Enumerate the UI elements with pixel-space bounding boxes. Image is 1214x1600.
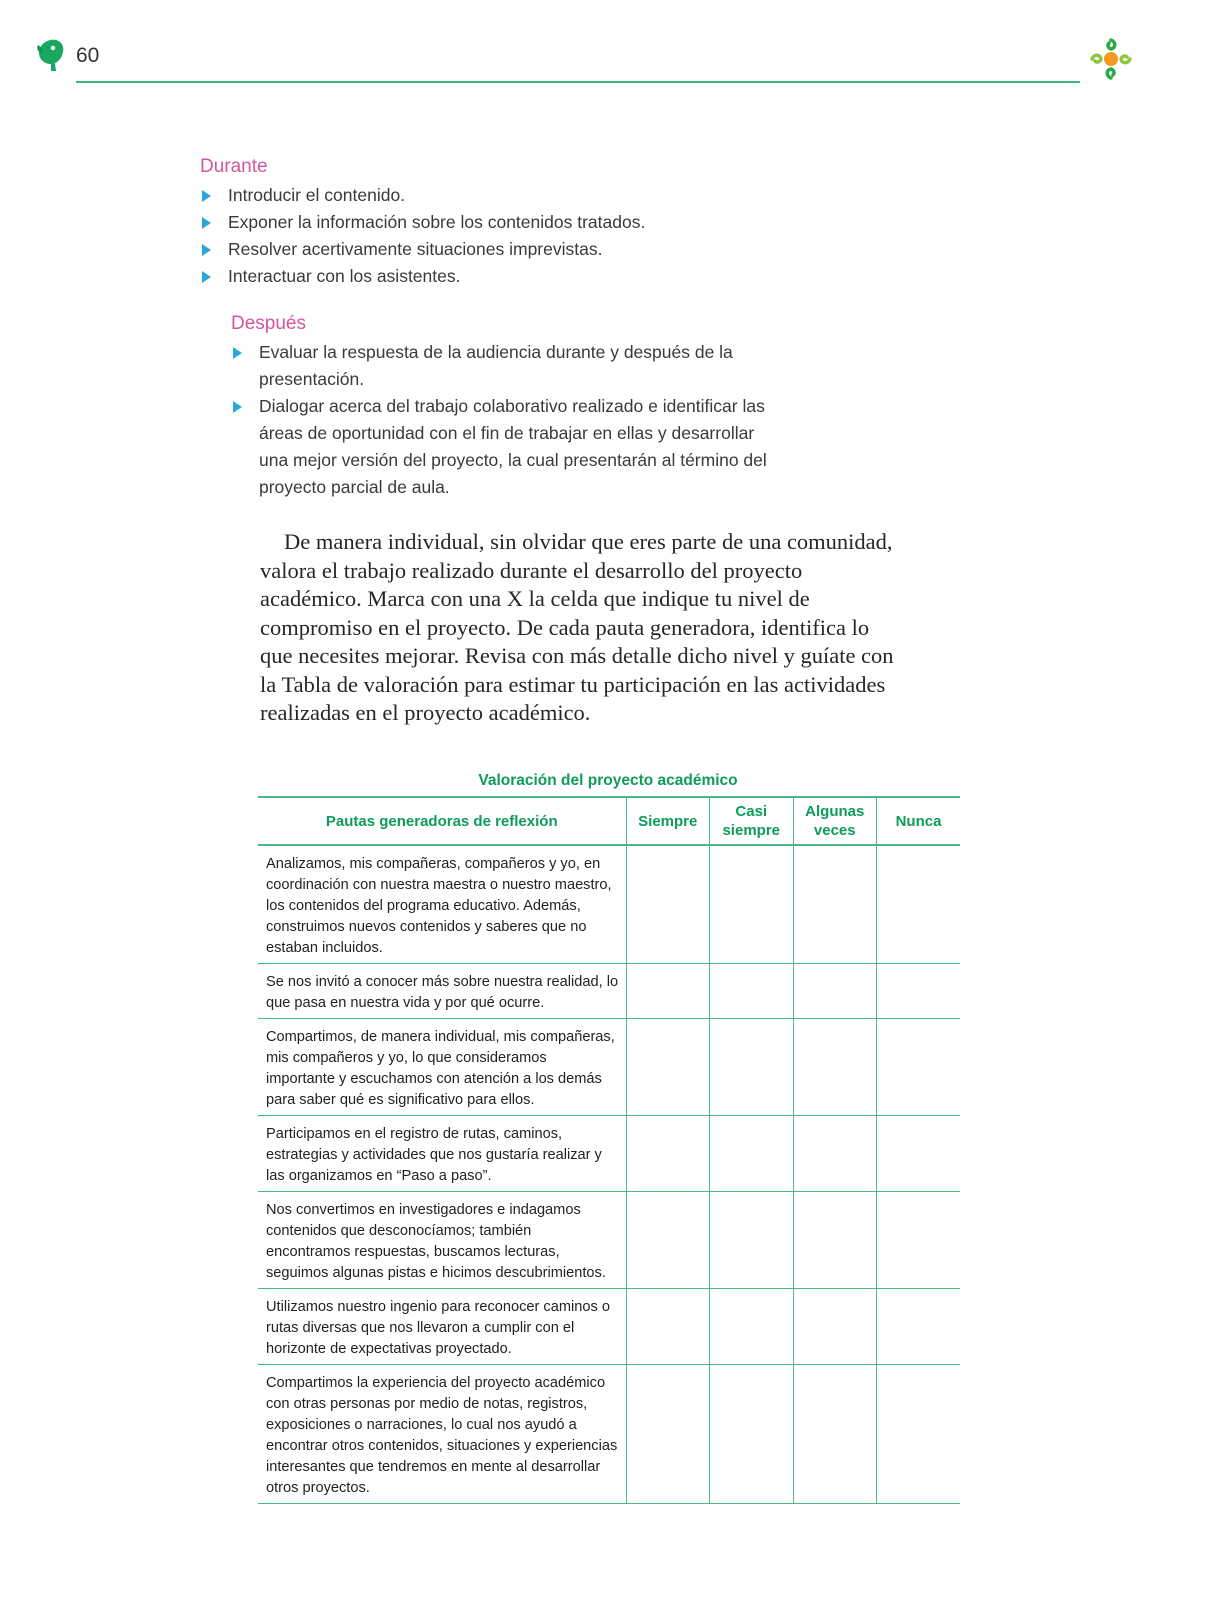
- list-item: Interactuar con los asistentes.: [200, 263, 820, 290]
- casi-siempre-cell[interactable]: [710, 964, 794, 1019]
- casi-siempre-cell[interactable]: [710, 1365, 794, 1504]
- despues-list: [231, 339, 786, 501]
- pauta-text: Se nos invitó a conocer más sobre nuestra realidad, lo que pasa en nuestra vida y por qué ocurre.: [258, 964, 626, 1019]
- siempre-cell[interactable]: [626, 845, 710, 964]
- header-siempre: Siempre: [626, 797, 710, 845]
- algunas-veces-cell[interactable]: [793, 1365, 877, 1504]
- list-item: Evaluar la respuesta de la audiencia durante y después de la presentación.: [231, 339, 786, 393]
- siempre-cell[interactable]: [626, 1192, 710, 1289]
- list-item: Resolver acertivamente situaciones imprevistas.: [200, 236, 820, 263]
- bullet-arrow-icon: [202, 190, 211, 202]
- casi-siempre-cell[interactable]: [710, 845, 794, 964]
- algunas-veces-cell[interactable]: [793, 1192, 877, 1289]
- table-header-row: [258, 797, 960, 845]
- flower-logo-icon: [1086, 34, 1136, 84]
- despues-section: [231, 313, 786, 501]
- algunas-veces-cell[interactable]: [793, 964, 877, 1019]
- bullet-arrow-icon: [233, 347, 242, 359]
- despues-heading: Después: [231, 313, 306, 334]
- siempre-cell[interactable]: [626, 1365, 710, 1504]
- list-item: Dialogar acerca del trabajo colaborativo realizado e identificar las áreas de oportunidad con el fin de trabajar en ellas y desarrollar una mejor versión del proyecto, la cual presentarán al término del proyecto parcial de aula.: [231, 393, 786, 501]
- pauta-text: Nos convertimos en investigadores e indagamos contenidos que desconocíamos; también encontramos respuestas, buscamos lecturas, seguimos algunas pistas e hicimos descubrimientos.: [258, 1192, 626, 1289]
- durante-heading: Durante: [200, 156, 268, 177]
- table-title: Valoración del proyecto académico: [478, 772, 738, 789]
- algunas-veces-cell[interactable]: [793, 1019, 877, 1116]
- table-row: [258, 1289, 960, 1365]
- algunas-veces-cell[interactable]: [793, 845, 877, 964]
- bullet-arrow-icon: [233, 401, 242, 413]
- table-row: [258, 845, 960, 964]
- pauta-text: Participamos en el registro de rutas, caminos, estrategias y actividades que nos gustaría realizar y las organizamos en “Paso a paso”.: [258, 1116, 626, 1192]
- page-number: 60: [76, 44, 100, 67]
- casi-siempre-cell[interactable]: [710, 1116, 794, 1192]
- siempre-cell[interactable]: [626, 1116, 710, 1192]
- casi-siempre-cell[interactable]: [710, 1019, 794, 1116]
- durante-list: [200, 182, 820, 290]
- header-rule: [76, 81, 1080, 83]
- instruction-paragraph: De manera individual, sin olvidar que eres parte de una comunidad, valora el trabajo realizado durante el desarrollo del proyecto académico. Marca con una X la celda que indique tu nivel de compromiso en el proyecto. De cada pauta generadora, identifica lo que necesites mejorar. Revisa con más detalle dicho nivel y guíate con la Tabla de valoración para estimar tu participación en las actividades realizadas en el proyecto académico.: [260, 529, 894, 725]
- header-nunca: Nunca: [877, 797, 961, 845]
- table-row: [258, 1019, 960, 1116]
- durante-section: [200, 156, 820, 290]
- nunca-cell[interactable]: [877, 1019, 961, 1116]
- table-row: [258, 1365, 960, 1504]
- pauta-text: Analizamos, mis compañeras, compañeros y yo, en coordinación con nuestra maestra o nuestro maestro, los contenidos del programa educativo. Además, construimos nuevos contenidos y saberes que no estaban incluidos.: [258, 845, 626, 964]
- siempre-cell[interactable]: [626, 1289, 710, 1365]
- siempre-cell[interactable]: [626, 964, 710, 1019]
- algunas-veces-cell[interactable]: [793, 1289, 877, 1365]
- list-item: Exponer la información sobre los contenidos tratados.: [200, 209, 820, 236]
- leaf-figure-icon: [36, 38, 66, 72]
- nunca-cell[interactable]: [877, 1365, 961, 1504]
- nunca-cell[interactable]: [877, 845, 961, 964]
- table-row: [258, 1192, 960, 1289]
- nunca-cell[interactable]: [877, 964, 961, 1019]
- nunca-cell[interactable]: [877, 1289, 961, 1365]
- casi-siempre-cell[interactable]: [710, 1289, 794, 1365]
- pauta-text: Compartimos, de manera individual, mis compañeras, mis compañeros y yo, lo que consideramos importante y escuchamos con atención a los demás para saber qué es significativo para ellos.: [258, 1019, 626, 1116]
- header-casi-siempre: Casi siempre: [710, 797, 794, 845]
- siempre-cell[interactable]: [626, 1019, 710, 1116]
- header-pautas: Pautas generadoras de reflexión: [258, 797, 626, 845]
- evaluation-table: [258, 796, 960, 1504]
- header-algunas-veces: Algunas veces: [793, 797, 877, 845]
- algunas-veces-cell[interactable]: [793, 1116, 877, 1192]
- bullet-arrow-icon: [202, 217, 211, 229]
- bullet-arrow-icon: [202, 244, 211, 256]
- bullet-arrow-icon: [202, 271, 211, 283]
- casi-siempre-cell[interactable]: [710, 1192, 794, 1289]
- table-row: [258, 964, 960, 1019]
- list-item: Introducir el contenido.: [200, 182, 820, 209]
- table-row: [258, 1116, 960, 1192]
- nunca-cell[interactable]: [877, 1116, 961, 1192]
- pauta-text: Compartimos la experiencia del proyecto académico con otras personas por medio de notas, registros, exposiciones o narraciones, lo cual nos ayudó a encontrar otros contenidos, situaciones y experiencias interesantes que tendremos en mente al desarrollar otros proyectos.: [258, 1365, 626, 1504]
- nunca-cell[interactable]: [877, 1192, 961, 1289]
- pauta-text: Utilizamos nuestro ingenio para reconocer caminos o rutas diversas que nos llevaron a cumplir con el horizonte de expectativas proyectado.: [258, 1289, 626, 1365]
